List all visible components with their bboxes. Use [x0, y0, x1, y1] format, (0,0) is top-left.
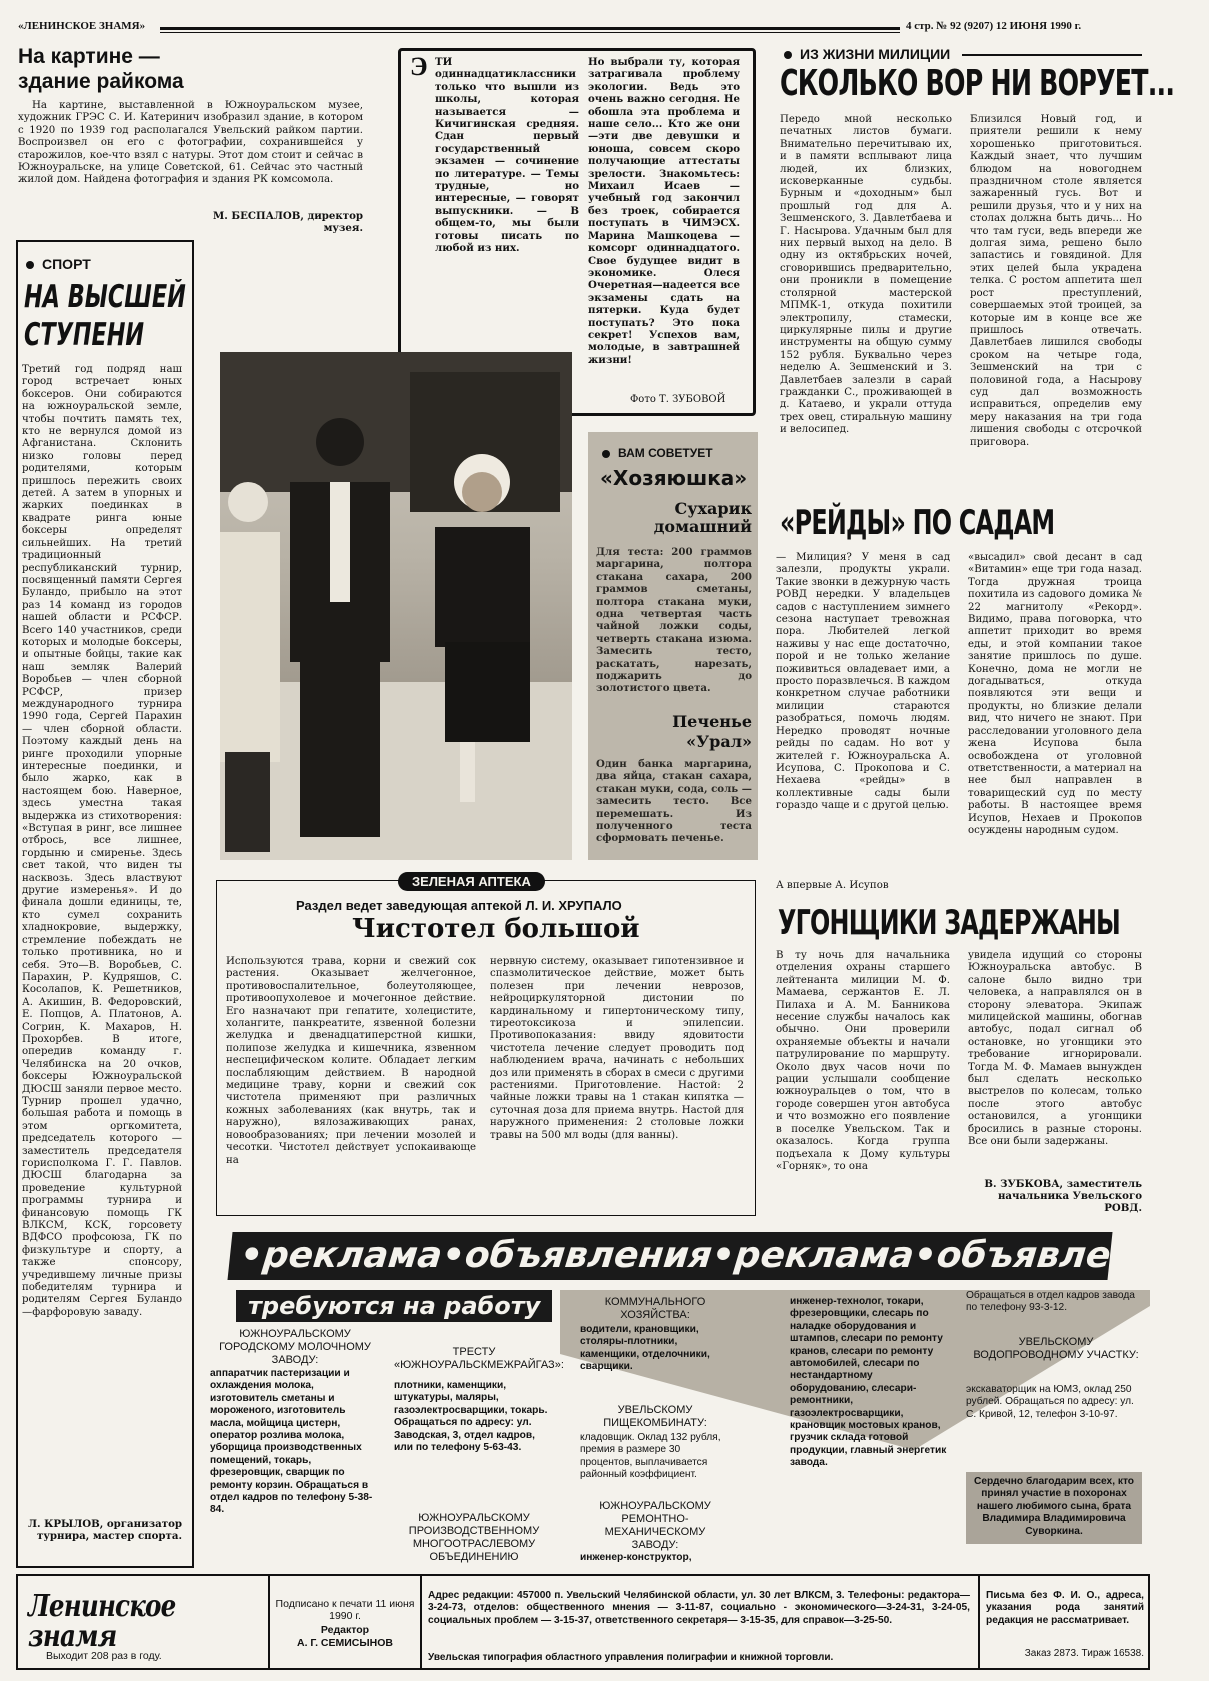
bullet-icon: [602, 450, 610, 458]
footer-printer: Увельская типография областного управления полиграфии и книжной торговли.: [428, 1652, 834, 1663]
painting-signature: М. БЕСПАЛОВ, директор музея.: [213, 210, 363, 234]
pharmacy-rubric: ЗЕЛЕНАЯ АПТЕКА: [398, 872, 545, 891]
masthead-rule-thin: [160, 32, 900, 33]
footer-letters: Письма без Ф. И. О., адреса, указания рода занятий редакция не рассматривает.: [986, 1590, 1144, 1626]
hijackers-col1: В ту ночь для начальника отделения охраны старшего лейтенанта милиции М. Ф. Мамаева, сержантов Е. Л. Пилаха и А. М. Банникова несение службы началось как обычно. Они проверили охраняемые объекты и начали патрулирование по маршруту. Около двух часов ночи по рации услышали сообщение южноуральцев о том, что в городе совершен угон автобуса и что возможно его появление в поселке Увельском. Так и оказалось. Когда группа подъехала к Дому культуры «Горняк», то она: [776, 950, 950, 1172]
ads-b4-title: КОММУНАЛЬНОГО ХОЗЯЙСТВА:: [604, 1296, 706, 1321]
pharmacy-byline: Раздел ведет заведующая аптекой Л. И. ХРУПАЛО: [296, 898, 622, 913]
footer-divider: [978, 1576, 980, 1668]
militia-col2: Близился Новый год, и приятели решили к нему хорошенько приготовиться. Каждый знает, что лучшим блюдом на новогоднем праздничном столе является зажаренный гусь. Вот и решили друзья, что и у них на столах должна быть дичь... Но что там гуси, ведь впереди же долгая зима, решено было запастись и говядиной. Для этих целей была украдена телка. С ростом аппетита шел рост преступлений, совершаемых этой троицей, за которые им в конце все же пришлось отвечать. Давлетбаев лишился свободы сроком на четыре года, Зешменский на три с половиной года, а Насырову суд дал возможность исправиться, определив ему меру наказания на три года лишения свободы с отсрочкой приговора.: [970, 114, 1142, 448]
bullet-icon: [26, 261, 34, 269]
footer-frequency: Выходит 208 раз в году.: [46, 1650, 162, 1662]
ads-b5-title: УВЕЛЬСКОМУ ПИЩЕКОМБИНАТУ:: [603, 1404, 707, 1429]
ads-b1-body: аппаратчик пастеризации и охлаждения молока, изготовитель сметаны и мороженого, изготовитель масла, мойщица цистерн, оператор розлива молока, уборщица производственных помещений, токарь, фрезеровщик, сварщик по ремонту корзин. Обращаться в отдел кадров по телефону 5-38-84.: [210, 1368, 373, 1516]
raids-col1: — Милиция? У меня в сад залезли, продукты украли. Такие звонки в дежурную часть РОВД нередки. У владельцев садов с наступлением зимнего сезона наступает тревожная пора. Любителей легкой наживы у нас еще достаточно, порой и не только желание поживиться овладевает ими, а просто поразвлечься. В каждом конкретном случае работники милиции стараются разобраться, помочь людям. Нередко проводят ночные рейды по садам. Но вот у жителей г. Южноуральска А. Исупова, С. Прокопова и С. Нехаева «рейды» в коллективные сады были гораздо чаще и с другой целью.: [776, 552, 950, 812]
hostess-recipe1: Для теста: 200 граммов маргарина, полтора стакана сахара, 200 граммов сметаны, полтора стакана муки, одна четвертая часть чайной ложки соды, четверть стакана изюма. Замесить тесто, раскатать, нарезать, поджарить до золотистого цвета.: [596, 546, 752, 695]
ads-jobs-banner: требуются на работу: [236, 1290, 552, 1322]
militia-rubric: ИЗ ЖИЗНИ МИЛИЦИИ: [784, 46, 950, 62]
footer-editor: А. Г. СЕМИСЫНОВ: [297, 1637, 393, 1649]
bullet-icon: [784, 51, 792, 59]
ads-b7-body: инженер-технолог, токари, фрезеровщики, слесарь по наладке оборудования и штампов, слесари по ремонту кранов, слесари по ремонту автомобилей, слесари по нестандартному оборудованию, слесари-ремонтники, газоэлектросварщики, крановщик мостовых кранов, грузчик склада готовой продукции, главный энергетик завода.: [790, 1296, 947, 1469]
raids-tail: А впервые А. Исупов: [776, 880, 889, 891]
masthead-rule: [160, 27, 900, 30]
painting-title: На картине — здание райкома: [18, 45, 184, 93]
masthead-paper-name: «ЛЕНИНСКОЕ ЗНАМЯ»: [18, 20, 146, 32]
militia-rule: [962, 54, 1142, 56]
raids-title: «РЕЙДЫ» ПО САДАМ: [780, 503, 1055, 543]
masthead-issue-line: 4 стр. № 92 (9207) 12 ИЮНЯ 1990 г.: [906, 20, 1082, 32]
ads-b1-title: ЮЖНОУРАЛЬСКОМУ ГОРОДСКОМУ МОЛОЧНОМУ ЗАВОДУ:: [219, 1328, 371, 1366]
ads-condolence: Сердечно благодарим всех, кто принял участие в похоронах нашего любимого сына, брата Владимира Владимировича Суворкина.: [966, 1472, 1142, 1544]
hostess-recipe2-title: Печенье «Урал»: [672, 712, 752, 751]
graduates-col1: ТИ одиннадцатиклассники только что вышли из школы, которая называется — Кичигинская средняя. Сдан первый государственный экзамен — сочинение по литературе. — Темы трудные, но интересные, — говорят выпускники. — В общем-то, мы были готовы писать по любой из них.: [435, 56, 579, 255]
pharmacy-col2: нервную систему, оказывает гипотензивное и спазмолитическое действие, может быть полезен при лечении неврозов, нейроциркуляторной дистонии по кардинальному и гипертоническому типу, тиреотоксикоза и эпилепсии. Противопоказания: ввиду ядовитости чистотела лечение следует проводить под наблюдением врача, начинать с небольших доз или применять в сборах в смеси с другими растениями. Приготовление. Настой: 2 чайные ложки травы на 1 стакан кипятка — суточная доза для приема внутрь. Настой для наружного применения: 2 столовые ложки травы на 500 мл воды (для ванны).: [490, 956, 744, 1141]
footer-divider: [268, 1576, 270, 1668]
footer-order: Заказ 2873. Тираж 16538.: [1024, 1648, 1144, 1659]
ads-b4-body: водители, крановщики, столяры-плотники, каменщики, отделочники, сварщики.: [580, 1324, 710, 1373]
hostess-recipe1-title: Сухарик домашний: [653, 499, 752, 536]
ads-b5-body: кладовщик. Оклад 132 рубля, премия в размере 30 процентов, выплачивается районный коэффициент.: [580, 1432, 721, 1481]
graduates-col2: Но выбрали ту, которая затрагивала проблему экологии. Ведь это очень важно сегодня. Не обошла эта проблема и наше село... Кто же они—эти две девушки и юноша, совсем скоро получающие аттестаты зрелости. Знакомьтесь: Михаил Исаев — учебный год закончил без троек, собирается поступать в ЧИМЭСХ. Марина Машкоцева — комсорг одиннадцатого. Свое будущее видит в экономике. Олеся Очеретная—надеется все экзамены сдать на пятерки. Куда будет поступать? Это пока секрет! Успехов вам, молодые, в завтрашней жизни!: [588, 56, 740, 366]
militia-title: СКОЛЬКО ВОР НИ ВОРУЕТ...: [780, 63, 1175, 104]
footer-signed: Подписано к печати 11 июня 1990 г.: [275, 1598, 415, 1622]
graduates-photo-credit: Фото Т. ЗУБОВОЙ: [630, 394, 726, 405]
footer-address: Адрес редакции: 457000 п. Увельский Челябинской области, ул. 30 лет ВЛКСМ, 3. Телефоны: редактора—3-24-73, отделов: общественного мнения — 3-11-87, социально - экономического—3-24-31, 3-24-05, социальных проблем — 3-15-37, ответственного секретаря— 3-15-35, для справок—3-25-50.: [428, 1590, 970, 1626]
sport-title: НА ВЫСШЕЙ СТУПЕНИ: [24, 279, 186, 353]
sport-rubric: СПОРТ: [26, 256, 91, 272]
graduates-photo-image: [220, 352, 572, 860]
pharmacy-title: Чистотел большой: [352, 914, 640, 944]
graduates-lead-letter: Э: [410, 52, 428, 81]
hijackers-title: УГОНЩИКИ ЗАДЕРЖАНЫ: [778, 903, 1121, 943]
sport-signature: Л. КРЫЛОВ, организатор турнира, мастер спорта.: [28, 1518, 182, 1542]
ads-b2-title: ТРЕСТУ «ЮЖНОУРАЛЬСКМЕЖРАЙГАЗ»:: [394, 1346, 564, 1371]
raids-col2: «высадил» свой десант в сад «Витамин» еще три года назад. Тогда дружная троица похитила из садового домика № 22 магнитолу «Рекорд». Видимо, права поговорка, что аппетит приходит во время еды, и этой компании такое занятие пришлось по душе. Конечно, дома не могли не догадываться, откуда появляются эти вещи и продукты, но близкие делали вид, что ничего не знают. При расследовании уголовного дела жена Исупова была освобождена от уголовной ответственности, а материал на нее был направлен в товарищеский суд по месту работы. В настоящее время Исупов, Нехаев и Прокопов осуждены народным судом.: [968, 552, 1142, 836]
ads-b6-body: инженер-конструктор,: [580, 1552, 692, 1563]
hostess-rubric: ВАМ СОВЕТУЕТ: [602, 446, 713, 460]
pharmacy-col1: Используются трава, корни и свежий сок растения. Оказывает желчегонное, противовоспалительное, болеутоляющее, противоопухолевое и мочегонное действие. Его назначают при гепатите, холецистите, холангите, панкреатите, язвенной болезни желудка и двенадцатиперстной кишки, полипозе желудка и кишечника, язвенном неспецифическом колите. Обладает легким послабляющим действием. В народной медицине траву, корни и свежий сок чистотела применяют при различных кожных заболеваниях (как внутрь, так и наружно), вялозаживающих ранах, новообразованиях; при лечении мозолей и чесотки. Чистотел действует успокаивающе на: [226, 956, 476, 1166]
footer-editor-label: Редактор: [320, 1624, 370, 1636]
ads-b9-body: экскаваторщик на ЮМЗ, оклад 250 рублей. Обращаться по адресу: ул. С. Кривой, 12, телефон 3-10-97.: [966, 1384, 1134, 1420]
hostess-title: «Хозяюшка»: [600, 466, 748, 490]
footer-divider: [420, 1576, 422, 1668]
ads-b8-body: Обращаться в отдел кадров завода по телефону 93-3-12.: [966, 1290, 1135, 1314]
footer-logo: Ленинское знамя: [28, 1589, 176, 1654]
ads-b3-title: ЮЖНОУРАЛЬСКОМУ ПРОИЗВОДСТВЕННОМУ МНОГООТРАСЛЕВОМУ ОБЪЕДИНЕНИЮ: [408, 1512, 540, 1563]
ads-b6-title: ЮЖНОУРАЛЬСКОМУ РЕМОНТНО-МЕХАНИЧЕСКОМУ ЗАВОДУ:: [599, 1500, 711, 1551]
hostess-recipe2: Один банка маргарина, два яйца, стакан сахара, стакан муки, сода, соль — замесить тесто. Все перемешать. Из полученного теста сформовать печенье.: [596, 758, 752, 845]
sport-body: Третий год подряд наш город встречает юных боксеров. Они собираются на южноуральской земле, чтобы почтить память тех, кто не вернулся домой из Афганистана. Склонить низко головы перед родителями, которым пришлось пережить своих детей. А затем в упорных и жарких поединках в квадрате ринга юные боксеры определят сильнейших. На третий традиционный республиканский турнир, посвященный памяти Сергея Буландо, прибыло на этот раз 14 команд из городов нашей области и РСФСР. Всего 140 участников, среди которых и молодые боксеры, и опытные бойцы, такие как наш земляк Валерий Воробьев — член сборной РСФСР, призер международного турнира 1990 года, Сергей Парахин — член сборной области. Поэтому каждый день на ринге проходили упорные интересные поединки, и было жарко, как в настоящем бою. Наверное, здесь уместна такая выдержка из стихотворения: «Вступая в ринг, все лишнее отбрось, все лишнее, гордыню и смиренье. Здесь свет такой, что виден ты насквозь. Здесь властвуют другие измеренья». И до финала дошли единицы, те, кто сумел сохранить хладнокровие, выдержку, стремление побеждать не только противника, но и себя. Это—В. Воробьев, С. Парахин, Р. Кудряшов, С. Косолапов, К. Решетников, А. Акишин, В. Федоровский, Е. Попцов, А. Платонов, А. Согрин, К. Махаров, Н. Прохорбев. В итоге, опередив команду г. Челябинска на 20 очков, боксеры Южноуральской ДЮСШ заняли первое место. Турнир прошел удачно, большая работа и помощь в этом оргкомитета, председатель которого — заместитель председателя горисполкома Г. Г. Павлов. ДЮСШ благодарна за проведение культурной программы турнира и финансовую помощь ГК ВЛКСМ, КСК, горсовету ВДФСО профсоюза, ГК по физкультуре и спорту, а также спонсору, учредившему личные призы победителям турнира и родителям Сергея Буландо —фарфоровую заваду.: [22, 364, 182, 1318]
painting-body: На картине, выставленной в Южноуральском музее, художник ГРЭС С. И. Катеринич изобразил здание, в котором с 1920 по 1939 год располагался Увельский райком партии. Воспроизвел он его с фотографии, сохранившейся у старожилов, кое-что взял с натуры. Этот дом стоит и сейчас в Южноуральске, на улице Советской, 61. Сейчас это частный жилой дом. Найдена фотография и здания РК комсомола.: [18, 100, 363, 186]
ads-banner: •реклама•объявления•реклама•объявления•: [227, 1232, 1112, 1280]
ads-b9-title: УВЕЛЬСКОМУ ВОДОПРОВОДНОМУ УЧАСТКУ:: [973, 1336, 1139, 1361]
hijackers-signature: В. ЗУБКОВА, заместитель начальника Увельского РОВД.: [984, 1178, 1142, 1214]
militia-col1: Передо мной несколько печатных листов бумаги. Внимательно перечитываю их, и в памяти всплывают лица людей, их близких, исковерканные судьбы. Бурным и «доходным» был прошлый год для А. Зешменского, З. Давлетбаева и Г. Насырова. Удачным был для них первый выход на дело. В одну из октябрьских ночей, сговорившись предварительно, они проникли в помещение столярной мастерской МПМК-1, откуда похитили электропилу, стамески, циркулярные пилы и другие инструменты на общую сумму 152 рубля. Буквально через неделю А. Зешменский и З. Давлетбаев залезли в сарай гражданки С., проживающей в д. Катаево, и украли оттуда трех овец, стиральную машину и велосипед.: [780, 114, 952, 436]
ads-b2-body: плотники, каменщики, штукатуры, маляры, газоэлектросварщики, токарь. Обращаться по адресу: ул. Заводская, 3, отдел кадров, или по телефону 5-63-43.: [394, 1380, 548, 1454]
hijackers-col2: увидела идущий со стороны Южноуральска автобус. В салоне было видно три человека, а направлялся он в сторону элеватора. Экипаж милицейской машины, обогнав автобус, подал сигнал об остановке, но угонщики это требование игнорировали. Тогда М. Ф. Мамаев вынужден был сделать несколько выстрелов по колесам, только после этого автобус остановился, а угонщики бросились в разные стороны. Все они были задержаны.: [968, 950, 1142, 1148]
graduates-photo: [220, 352, 572, 860]
